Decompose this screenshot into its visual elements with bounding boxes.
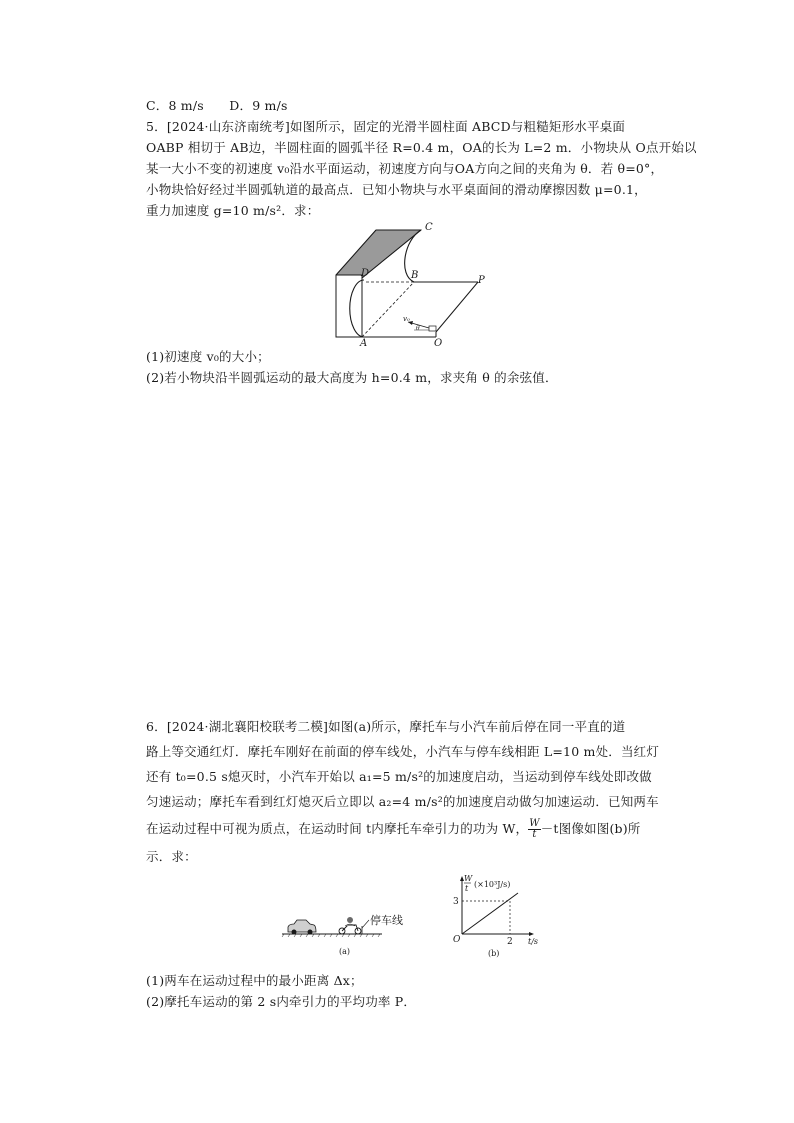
q6-line-3: 还有 t₀=0.5 s熄灭时，小汽车开始以 a₁=5 m/s²的加速度启动，当运动到停车线处即改做 <box>146 769 652 784</box>
q5-shaded-face <box>336 230 421 280</box>
q5-line-2: OABP 相切于 AB边，半圆柱面的圆弧半径 R=0.4 m，OA的长为 L=2 m．小物块从 O点开始以 <box>146 140 697 155</box>
q6-fig-b-label: (b) <box>488 949 500 958</box>
q6-figure-b <box>448 870 548 960</box>
q6-frac-den: t <box>532 829 537 840</box>
q6-fraction <box>528 819 540 840</box>
q5-sub2: (2)若小物块沿半圆弧运动的最大高度为 h=0.4 m，求夹角 θ 的余弦值． <box>146 370 558 385</box>
q5-label-C: C <box>425 222 433 233</box>
q6-line-2: 路上等交通红灯．摩托车刚好在前面的停车线处，小汽车与停车线相距 L=10 m处．当红灯 <box>146 744 660 759</box>
q6-graph-line <box>462 893 518 934</box>
car-icon <box>288 920 316 935</box>
q6-fig-b-yaxis-den: t <box>465 884 469 893</box>
q5-block <box>429 326 436 331</box>
q6-frac-num: W <box>529 818 540 829</box>
q6-line-6: 示．求： <box>146 849 197 864</box>
q5-label-B: B <box>411 270 419 281</box>
q6-line-4: 匀速运动；摩托车看到红灯熄灭后立即以 a₂=4 m/s²的加速度启动做匀加速运动．已知两车 <box>146 794 659 809</box>
q6-fig-b-yaxis-unit: (×10³J/s) <box>474 880 511 889</box>
q6-fig-b-xaxis: t/s <box>528 937 539 946</box>
q6-line-1: 6．[2024·湖北襄阳校联考二模]如图(a)所示，摩托车与小汽车前后停在同一平直的道 <box>146 719 626 734</box>
q6-line-5-tail: －t图像如图(b)所 <box>540 821 641 836</box>
svg-text:W <box>464 874 473 883</box>
q6-figure-a <box>282 906 402 958</box>
q5-left-wall <box>336 275 362 337</box>
q4-options: C．8 m/s D．9 m/s <box>146 98 288 113</box>
q5-label-v0: v₀ <box>403 315 410 323</box>
q5-label-theta: θ <box>416 325 420 332</box>
q6-fig-a-label: (a) <box>339 947 351 956</box>
q6-fig-b-yaxis-num: W <box>464 874 473 883</box>
q5-line-4: 小物块恰好经过半圆弧轨道的最高点．已知小物块与水平桌面间的滑动摩擦因数 μ=0.1， <box>146 182 647 197</box>
q5-line-3: 某一大小不变的初速度 v₀沿水平面运动，初速度方向与OA方向之间的夹角为 θ．若 θ=0°， <box>146 161 664 176</box>
q5-label-D: D <box>361 268 370 279</box>
q6-fig-b-x-tick: 2 <box>507 937 513 947</box>
q5-sub1: (1)初速度 v₀的大小； <box>146 349 270 364</box>
q6-fig-a-stopline: 停车线 <box>370 914 403 927</box>
motorcycle-icon <box>339 917 361 934</box>
q6-line-5 <box>146 818 641 840</box>
q6-sub1: (1)两车在运动过程中的最小距离 Δx； <box>146 973 363 988</box>
q6-line-5-head: 在运动过程中可视为质点，在运动时间 t内摩托车牵引力的功为 W， <box>146 821 529 836</box>
q6-fig-b-y-tick: 3 <box>453 897 459 907</box>
q5-figure <box>326 220 496 349</box>
q6-sub2: (2)摩托车运动的第 2 s内牵引力的平均功率 P． <box>146 994 417 1009</box>
q5-label-P: P <box>478 275 485 286</box>
q5-line-1: 5．[2024·山东济南统考]如图所示，固定的光滑半圆柱面 ABCD与粗糙矩形水平桌面 <box>146 119 626 134</box>
q5-label-A: A <box>360 338 368 349</box>
q5-line-5: 重力加速度 g=10 m/s²．求： <box>146 203 320 218</box>
q6-fig-b-origin: O <box>453 935 461 945</box>
q5-label-O: O <box>434 338 443 349</box>
